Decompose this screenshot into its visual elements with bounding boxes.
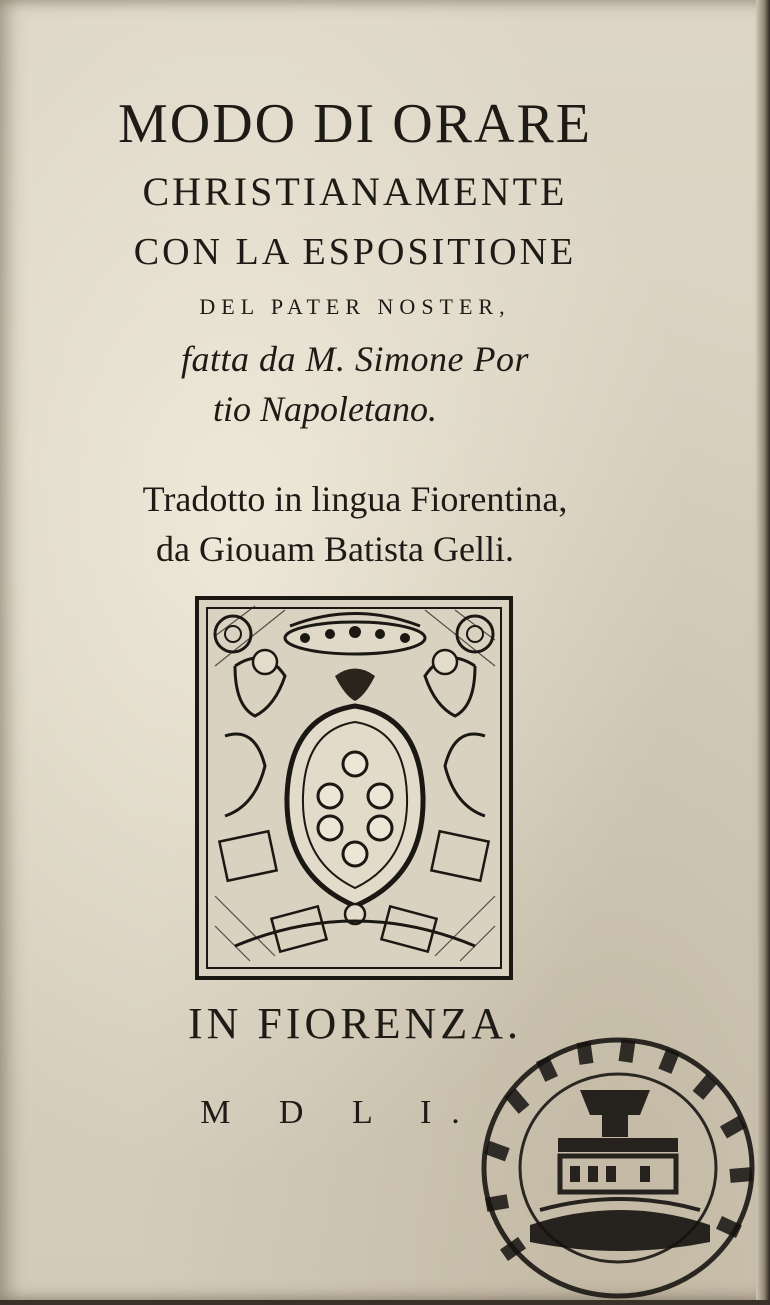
- author-line-2: tio Napoletano.: [213, 389, 437, 429]
- translator-line-2: da Giouam Batista Gelli.: [156, 529, 514, 569]
- translator-line-1: Tradotto in lingua Fiorentina,: [142, 479, 568, 519]
- title-line-1: MODO DI ORARE: [118, 93, 592, 155]
- title-line-2: CHRISTIANAMENTE: [142, 169, 568, 214]
- library-stamp-icon: [470, 1020, 760, 1300]
- imprint-place: IN FIORENZA.: [188, 999, 522, 1048]
- author-line-1: fatta da M. Simone Por: [181, 339, 529, 379]
- imprint-year: M D L I.: [200, 1094, 480, 1131]
- title-line-3: CON LA ESPOSITIONE: [133, 231, 577, 273]
- title-line-4: DEL PATER NOSTER,: [199, 294, 511, 319]
- coat-of-arms-icon: [195, 596, 513, 980]
